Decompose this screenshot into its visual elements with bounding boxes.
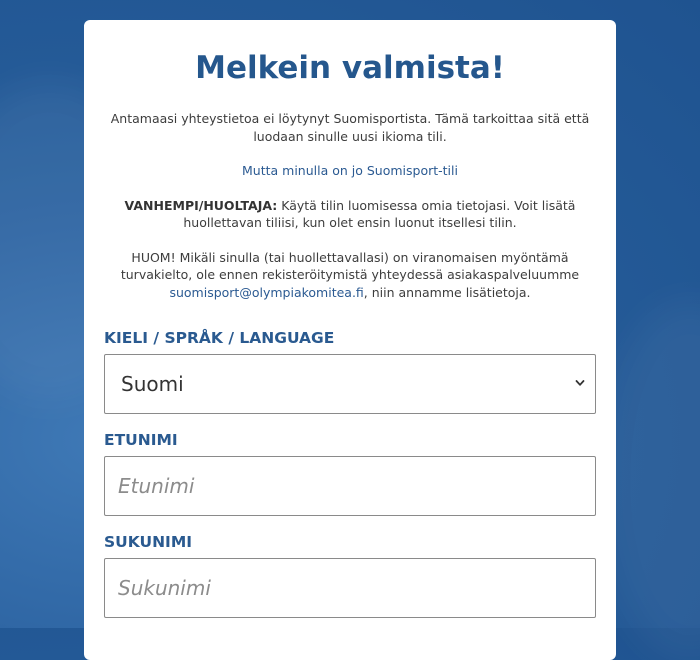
existing-account-link[interactable]: Mutta minulla on jo Suomisport-tili [242,163,458,178]
first-name-input[interactable] [104,456,596,516]
last-name-label: SUKUNIMI [104,533,193,551]
last-name-input[interactable] [104,558,596,618]
guardian-label: VANHEMPI/HUOLTAJA: [124,197,278,213]
language-select-value: Suomi [121,372,184,396]
guardian-notice [104,197,596,232]
security-notice [104,249,596,302]
language-label: KIELI / SPRÅK / LANGUAGE [104,329,335,347]
existing-account-paragraph [104,162,596,180]
chevron-down-icon [575,378,585,388]
first-name-label: ETUNIMI [104,431,178,449]
language-select[interactable] [104,354,596,414]
support-email-link[interactable]: suomisport@olympiakomitea.fi [169,284,364,300]
signup-card [84,20,616,660]
guardian-text: Käytä tilin luomisessa omia tietojasi. Voit lisätä huollettavan tiliisi, kun olet ensin luonut itsellesi tilin. [183,197,576,230]
page-title: Melkein valmista! [195,50,505,86]
intro-text: Antamaasi yhteystietoa ei löytynyt Suomisportista. Tämä tarkoittaa sitä että luodaan sinulle uusi ikioma tili. [110,111,590,144]
security-notice-suffix: , niin annamme lisätietoja. [363,284,531,300]
security-notice-text: HUOM! Mikäli sinulla (tai huollettavallasi) on viranomaisen myöntämä turvakielto, ole ennen rekisteröitymistä yhteydessä asiakaspalveluumme [120,249,580,282]
